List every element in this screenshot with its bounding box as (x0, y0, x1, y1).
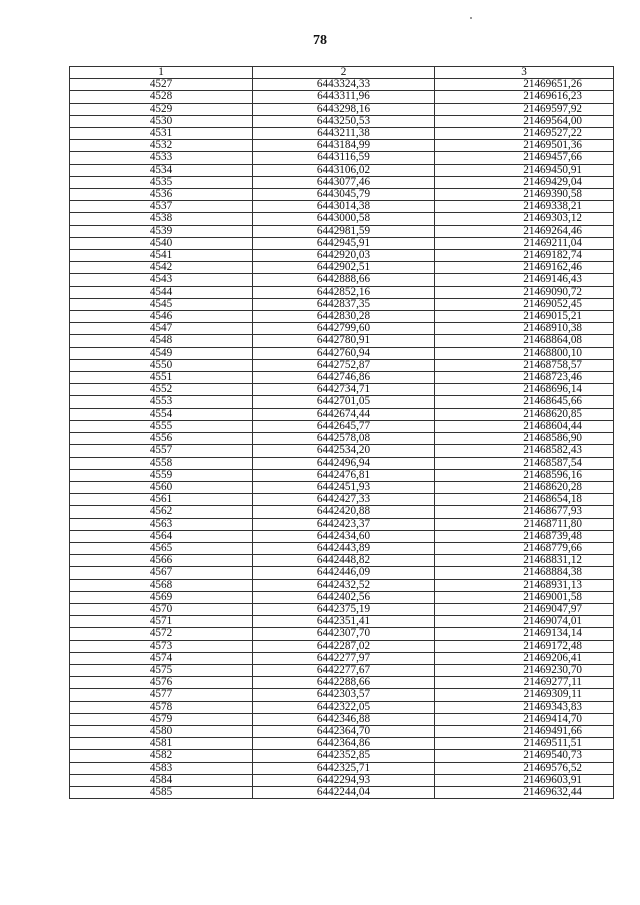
table-row (70, 323, 614, 335)
table-row (70, 225, 614, 237)
point-number-cell: 4572 (70, 628, 253, 640)
point-number-cell: 4579 (70, 713, 253, 725)
y-coordinate-cell: 21469162,46 (435, 262, 614, 274)
point-number-cell: 4577 (70, 689, 253, 701)
table-row (70, 713, 614, 725)
table-row (70, 420, 614, 432)
y-coordinate-cell: 21469264,46 (435, 225, 614, 237)
y-coordinate-cell: 21468620,85 (435, 408, 614, 420)
table-row (70, 725, 614, 737)
table-row (70, 469, 614, 481)
table-row (70, 128, 614, 140)
point-number-cell: 4550 (70, 359, 253, 371)
y-coordinate-cell: 21469501,36 (435, 140, 614, 152)
table-row (70, 311, 614, 323)
table-row (70, 103, 614, 115)
x-coordinate-cell: 6442307,70 (253, 628, 435, 640)
point-number-cell: 4528 (70, 91, 253, 103)
point-number-cell: 4548 (70, 335, 253, 347)
point-number-cell: 4582 (70, 750, 253, 762)
point-number-cell: 4533 (70, 152, 253, 164)
x-coordinate-cell: 6443250,53 (253, 115, 435, 127)
y-coordinate-cell: 21469651,26 (435, 79, 614, 91)
x-coordinate-cell: 6442352,85 (253, 750, 435, 762)
table-row (70, 445, 614, 457)
table-row (70, 530, 614, 542)
y-coordinate-cell: 21469576,52 (435, 762, 614, 774)
table-header (70, 67, 614, 79)
x-coordinate-cell: 6442402,56 (253, 591, 435, 603)
y-coordinate-cell: 21469074,01 (435, 616, 614, 628)
x-coordinate-cell: 6442451,93 (253, 481, 435, 493)
x-coordinate-cell: 6442852,16 (253, 286, 435, 298)
point-number-cell: 4529 (70, 103, 253, 115)
y-coordinate-cell: 21469172,48 (435, 640, 614, 652)
table-row (70, 91, 614, 103)
point-number-cell: 4576 (70, 677, 253, 689)
page-number: 78 (313, 33, 327, 48)
x-coordinate-cell: 6442287,02 (253, 640, 435, 652)
y-coordinate-cell: 21469414,70 (435, 713, 614, 725)
table-row (70, 274, 614, 286)
point-number-cell: 4563 (70, 518, 253, 530)
x-coordinate-cell: 6442830,28 (253, 311, 435, 323)
table-row (70, 152, 614, 164)
y-coordinate-cell: 21468739,48 (435, 530, 614, 542)
point-number-cell: 4578 (70, 701, 253, 713)
y-coordinate-cell: 21469134,14 (435, 628, 614, 640)
y-coordinate-cell: 21469491,66 (435, 725, 614, 737)
table-row (70, 628, 614, 640)
point-number-cell: 4549 (70, 347, 253, 359)
y-coordinate-cell: 21469527,22 (435, 128, 614, 140)
y-coordinate-cell: 21468596,16 (435, 469, 614, 481)
point-number-cell: 4562 (70, 506, 253, 518)
point-number-cell: 4557 (70, 445, 253, 457)
point-number-cell: 4558 (70, 457, 253, 469)
point-number-cell: 4537 (70, 201, 253, 213)
table-row (70, 359, 614, 371)
header-col-2: 2 (253, 67, 435, 79)
x-coordinate-cell: 6443324,33 (253, 79, 435, 91)
header-row (70, 67, 614, 79)
point-number-cell: 4560 (70, 481, 253, 493)
point-number-cell: 4556 (70, 433, 253, 445)
x-coordinate-cell: 6442837,35 (253, 298, 435, 310)
coordinates-table (69, 66, 614, 799)
y-coordinate-cell: 21469211,04 (435, 237, 614, 249)
y-coordinate-cell: 21468696,14 (435, 384, 614, 396)
point-number-cell: 4532 (70, 140, 253, 152)
table-row (70, 176, 614, 188)
scan-speck (470, 17, 472, 19)
x-coordinate-cell: 6442432,52 (253, 579, 435, 591)
point-number-cell: 4541 (70, 250, 253, 262)
table-row (70, 494, 614, 506)
x-coordinate-cell: 6442534,20 (253, 445, 435, 457)
y-coordinate-cell: 21469047,97 (435, 603, 614, 615)
table-row (70, 189, 614, 201)
y-coordinate-cell: 21469450,91 (435, 164, 614, 176)
point-number-cell: 4551 (70, 372, 253, 384)
point-number-cell: 4543 (70, 274, 253, 286)
point-number-cell: 4567 (70, 567, 253, 579)
point-number-cell: 4565 (70, 542, 253, 554)
point-number-cell: 4570 (70, 603, 253, 615)
table-row (70, 591, 614, 603)
y-coordinate-cell: 21469090,72 (435, 286, 614, 298)
table-row (70, 677, 614, 689)
x-coordinate-cell: 6443116,59 (253, 152, 435, 164)
table-row (70, 250, 614, 262)
y-coordinate-cell: 21469303,12 (435, 213, 614, 225)
x-coordinate-cell: 6442434,60 (253, 530, 435, 542)
point-number-cell: 4569 (70, 591, 253, 603)
x-coordinate-cell: 6443298,16 (253, 103, 435, 115)
x-coordinate-cell: 6443106,02 (253, 164, 435, 176)
table-row (70, 652, 614, 664)
table-row (70, 762, 614, 774)
y-coordinate-cell: 21469309,11 (435, 689, 614, 701)
y-coordinate-cell: 21469603,91 (435, 774, 614, 786)
table-row (70, 79, 614, 91)
table-row (70, 506, 614, 518)
x-coordinate-cell: 6442799,60 (253, 323, 435, 335)
point-number-cell: 4559 (70, 469, 253, 481)
x-coordinate-cell: 6443184,99 (253, 140, 435, 152)
point-number-cell: 4534 (70, 164, 253, 176)
table-row (70, 335, 614, 347)
x-coordinate-cell: 6442752,87 (253, 359, 435, 371)
y-coordinate-cell: 21469343,83 (435, 701, 614, 713)
y-coordinate-cell: 21469015,21 (435, 311, 614, 323)
x-coordinate-cell: 6442364,70 (253, 725, 435, 737)
point-number-cell: 4580 (70, 725, 253, 737)
x-coordinate-cell: 6442443,89 (253, 542, 435, 554)
table-row (70, 786, 614, 798)
y-coordinate-cell: 21469182,74 (435, 250, 614, 262)
table-row (70, 664, 614, 676)
y-coordinate-cell: 21468711,80 (435, 518, 614, 530)
table-row (70, 689, 614, 701)
y-coordinate-cell: 21469457,66 (435, 152, 614, 164)
x-coordinate-cell: 6442277,97 (253, 652, 435, 664)
x-coordinate-cell: 6442780,91 (253, 335, 435, 347)
y-coordinate-cell: 21469597,92 (435, 103, 614, 115)
x-coordinate-cell: 6442322,05 (253, 701, 435, 713)
y-coordinate-cell: 21469338,21 (435, 201, 614, 213)
y-coordinate-cell: 21468831,12 (435, 555, 614, 567)
y-coordinate-cell: 21468582,43 (435, 445, 614, 457)
y-coordinate-cell: 21468587,54 (435, 457, 614, 469)
header-col-1: 1 (70, 67, 253, 79)
table-row (70, 616, 614, 628)
y-coordinate-cell: 21469146,43 (435, 274, 614, 286)
point-number-cell: 4561 (70, 494, 253, 506)
y-coordinate-cell: 21468800,10 (435, 347, 614, 359)
x-coordinate-cell: 6442701,05 (253, 396, 435, 408)
x-coordinate-cell: 6443077,46 (253, 176, 435, 188)
x-coordinate-cell: 6442244,04 (253, 786, 435, 798)
point-number-cell: 4571 (70, 616, 253, 628)
x-coordinate-cell: 6442294,93 (253, 774, 435, 786)
x-coordinate-cell: 6443014,38 (253, 201, 435, 213)
x-coordinate-cell: 6442476,81 (253, 469, 435, 481)
point-number-cell: 4542 (70, 262, 253, 274)
point-number-cell: 4531 (70, 128, 253, 140)
x-coordinate-cell: 6442446,09 (253, 567, 435, 579)
y-coordinate-cell: 21468884,38 (435, 567, 614, 579)
header-col-3: 3 (435, 67, 614, 79)
x-coordinate-cell: 6442746,86 (253, 372, 435, 384)
table-row (70, 384, 614, 396)
point-number-cell: 4575 (70, 664, 253, 676)
table-row (70, 298, 614, 310)
point-number-cell: 4573 (70, 640, 253, 652)
table-row (70, 396, 614, 408)
table-row (70, 213, 614, 225)
x-coordinate-cell: 6442578,08 (253, 433, 435, 445)
table-row (70, 457, 614, 469)
table-row (70, 640, 614, 652)
x-coordinate-cell: 6442364,86 (253, 738, 435, 750)
point-number-cell: 4581 (70, 738, 253, 750)
point-number-cell: 4544 (70, 286, 253, 298)
point-number-cell: 4546 (70, 311, 253, 323)
point-number-cell: 4554 (70, 408, 253, 420)
table-row (70, 542, 614, 554)
x-coordinate-cell: 6442448,82 (253, 555, 435, 567)
x-coordinate-cell: 6442427,33 (253, 494, 435, 506)
y-coordinate-cell: 21469277,11 (435, 677, 614, 689)
point-number-cell: 4530 (70, 115, 253, 127)
y-coordinate-cell: 21468931,13 (435, 579, 614, 591)
x-coordinate-cell: 6442902,51 (253, 262, 435, 274)
point-number-cell: 4540 (70, 237, 253, 249)
x-coordinate-cell: 6443000,58 (253, 213, 435, 225)
x-coordinate-cell: 6442277,67 (253, 664, 435, 676)
point-number-cell: 4583 (70, 762, 253, 774)
point-number-cell: 4538 (70, 213, 253, 225)
table-row (70, 750, 614, 762)
point-number-cell: 4584 (70, 774, 253, 786)
x-coordinate-cell: 6442496,94 (253, 457, 435, 469)
y-coordinate-cell: 21469206,41 (435, 652, 614, 664)
table-row (70, 433, 614, 445)
table-row (70, 518, 614, 530)
table-row (70, 115, 614, 127)
y-coordinate-cell: 21469632,44 (435, 786, 614, 798)
point-number-cell: 4539 (70, 225, 253, 237)
table-row (70, 201, 614, 213)
table-row (70, 579, 614, 591)
y-coordinate-cell: 21468645,66 (435, 396, 614, 408)
y-coordinate-cell: 21469540,73 (435, 750, 614, 762)
x-coordinate-cell: 6442420,88 (253, 506, 435, 518)
point-number-cell: 4545 (70, 298, 253, 310)
point-number-cell: 4555 (70, 420, 253, 432)
x-coordinate-cell: 6442981,59 (253, 225, 435, 237)
x-coordinate-cell: 6443045,79 (253, 189, 435, 201)
x-coordinate-cell: 6443311,96 (253, 91, 435, 103)
point-number-cell: 4585 (70, 786, 253, 798)
y-coordinate-cell: 21468654,18 (435, 494, 614, 506)
point-number-cell: 4568 (70, 579, 253, 591)
y-coordinate-cell: 21469390,58 (435, 189, 614, 201)
y-coordinate-cell: 21468723,46 (435, 372, 614, 384)
y-coordinate-cell: 21468910,38 (435, 323, 614, 335)
table-row (70, 481, 614, 493)
y-coordinate-cell: 21469511,51 (435, 738, 614, 750)
y-coordinate-cell: 21469616,23 (435, 91, 614, 103)
y-coordinate-cell: 21468758,57 (435, 359, 614, 371)
table-row (70, 347, 614, 359)
y-coordinate-cell: 21468604,44 (435, 420, 614, 432)
x-coordinate-cell: 6442734,71 (253, 384, 435, 396)
table-row (70, 164, 614, 176)
x-coordinate-cell: 6442920,03 (253, 250, 435, 262)
table-row (70, 738, 614, 750)
x-coordinate-cell: 6442645,77 (253, 420, 435, 432)
table-row (70, 567, 614, 579)
x-coordinate-cell: 6442346,88 (253, 713, 435, 725)
point-number-cell: 4527 (70, 79, 253, 91)
table-row (70, 701, 614, 713)
table-row (70, 372, 614, 384)
table-row (70, 555, 614, 567)
x-coordinate-cell: 6442760,94 (253, 347, 435, 359)
y-coordinate-cell: 21469230,70 (435, 664, 614, 676)
table-row (70, 237, 614, 249)
x-coordinate-cell: 6442945,91 (253, 237, 435, 249)
table-body (70, 79, 614, 799)
y-coordinate-cell: 21468586,90 (435, 433, 614, 445)
x-coordinate-cell: 6442288,66 (253, 677, 435, 689)
y-coordinate-cell: 21468620,28 (435, 481, 614, 493)
y-coordinate-cell: 21469564,00 (435, 115, 614, 127)
x-coordinate-cell: 6442423,37 (253, 518, 435, 530)
y-coordinate-cell: 21468677,93 (435, 506, 614, 518)
table-row (70, 603, 614, 615)
point-number-cell: 4553 (70, 396, 253, 408)
x-coordinate-cell: 6442375,19 (253, 603, 435, 615)
y-coordinate-cell: 21468864,08 (435, 335, 614, 347)
y-coordinate-cell: 21469001,58 (435, 591, 614, 603)
y-coordinate-cell: 21468779,66 (435, 542, 614, 554)
y-coordinate-cell: 21469052,45 (435, 298, 614, 310)
x-coordinate-cell: 6442325,71 (253, 762, 435, 774)
y-coordinate-cell: 21469429,04 (435, 176, 614, 188)
x-coordinate-cell: 6442303,57 (253, 689, 435, 701)
point-number-cell: 4552 (70, 384, 253, 396)
point-number-cell: 4536 (70, 189, 253, 201)
table-row (70, 140, 614, 152)
table-row (70, 286, 614, 298)
x-coordinate-cell: 6442351,41 (253, 616, 435, 628)
x-coordinate-cell: 6442888,66 (253, 274, 435, 286)
x-coordinate-cell: 6443211,38 (253, 128, 435, 140)
point-number-cell: 4564 (70, 530, 253, 542)
table-row (70, 262, 614, 274)
table-row (70, 774, 614, 786)
point-number-cell: 4535 (70, 176, 253, 188)
x-coordinate-cell: 6442674,44 (253, 408, 435, 420)
point-number-cell: 4574 (70, 652, 253, 664)
table-row (70, 408, 614, 420)
point-number-cell: 4566 (70, 555, 253, 567)
point-number-cell: 4547 (70, 323, 253, 335)
